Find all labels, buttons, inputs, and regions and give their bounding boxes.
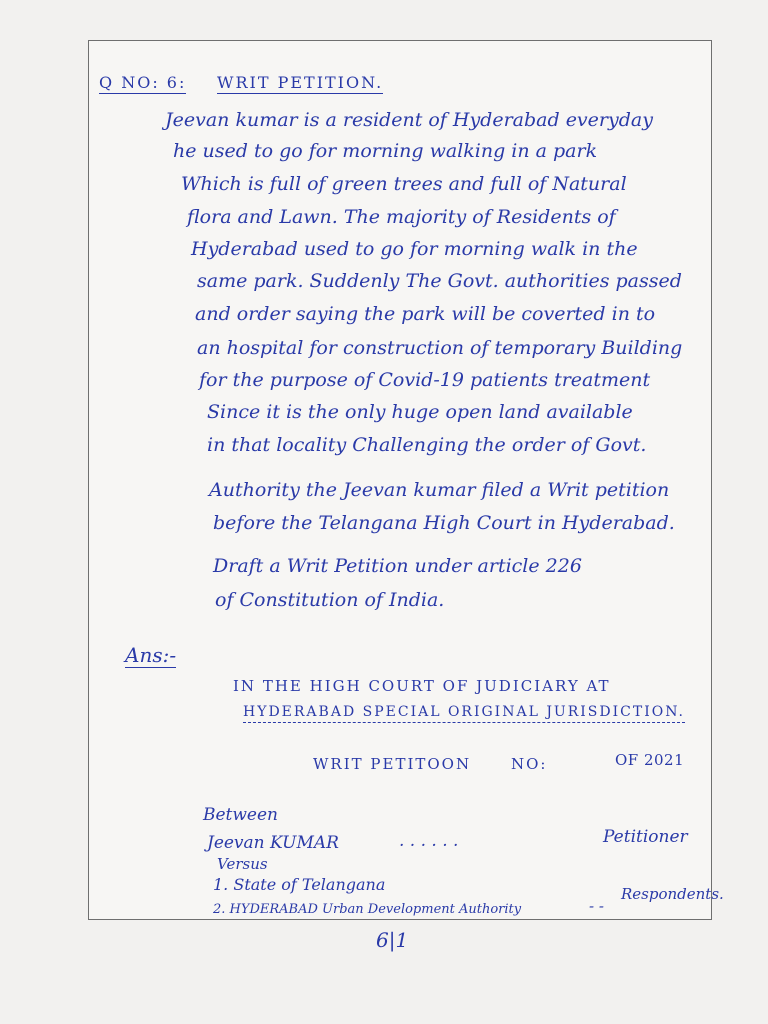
- answer-sheet: [88, 40, 724, 920]
- question-number: Q NO: 6:: [99, 73, 187, 92]
- answer-label: Ans:-: [125, 643, 177, 667]
- writ-petition-year: OF 2021: [615, 751, 685, 769]
- question-line-11: in that locality Challenging the order of Govt.: [207, 434, 647, 456]
- question-line-9: for the purpose of Covid-19 patients treatment: [199, 369, 651, 391]
- question-line-3: Which is full of green trees and full of Natural: [181, 173, 627, 195]
- versus-label: Versus: [217, 855, 268, 873]
- respondent-2: 2. HYDERABAD Urban Development Authority: [213, 902, 522, 917]
- respondent-role: Respondents.: [621, 885, 724, 903]
- question-line-6: same park. Suddenly The Govt. authorities passed: [197, 270, 682, 292]
- question-line-2: he used to go for morning walking in a park: [173, 140, 598, 162]
- respondent-1: 1. State of Telangana: [213, 875, 386, 894]
- question-line-8: an hospital for construction of temporary Building: [197, 337, 683, 359]
- court-heading-line-2: HYDERABAD SPECIAL ORIGINAL JURISDICTION.: [243, 705, 685, 723]
- question-line-15: of Constitution of India.: [215, 589, 445, 611]
- question-line-1: Jeevan kumar is a resident of Hyderabad everyday: [165, 109, 653, 131]
- page-number: 6|1: [376, 928, 409, 952]
- respondent-dots: - -: [589, 897, 604, 915]
- question-line-5: Hyderabad used to go for morning walk in the: [191, 238, 638, 260]
- court-heading-line-1: IN THE HIGH COURT OF JUDICIARY AT: [233, 677, 611, 695]
- writ-petition-number: NO:: [511, 755, 548, 773]
- question-line-12: Authority the Jeevan kumar filed a Writ petition: [209, 479, 670, 501]
- question-line-13: before the Telangana High Court in Hyderabad.: [213, 512, 675, 534]
- petitioner-dots: . . . . . .: [399, 831, 459, 851]
- question-line-4: flora and Lawn. The majority of Residents of: [187, 206, 616, 228]
- question-line-7: and order saying the park will be coverted in to: [195, 303, 656, 325]
- between-label: Between: [203, 805, 279, 825]
- petitioner-role: Petitioner: [603, 827, 688, 847]
- question-line-10: Since it is the only huge open land available: [207, 401, 633, 423]
- writ-petition-label: WRIT PETITOON: [313, 755, 472, 773]
- question-title: WRIT PETITION.: [217, 73, 384, 92]
- petitioner-name: Jeevan KUMAR: [207, 833, 339, 853]
- question-line-14: Draft a Writ Petition under article 226: [213, 555, 582, 577]
